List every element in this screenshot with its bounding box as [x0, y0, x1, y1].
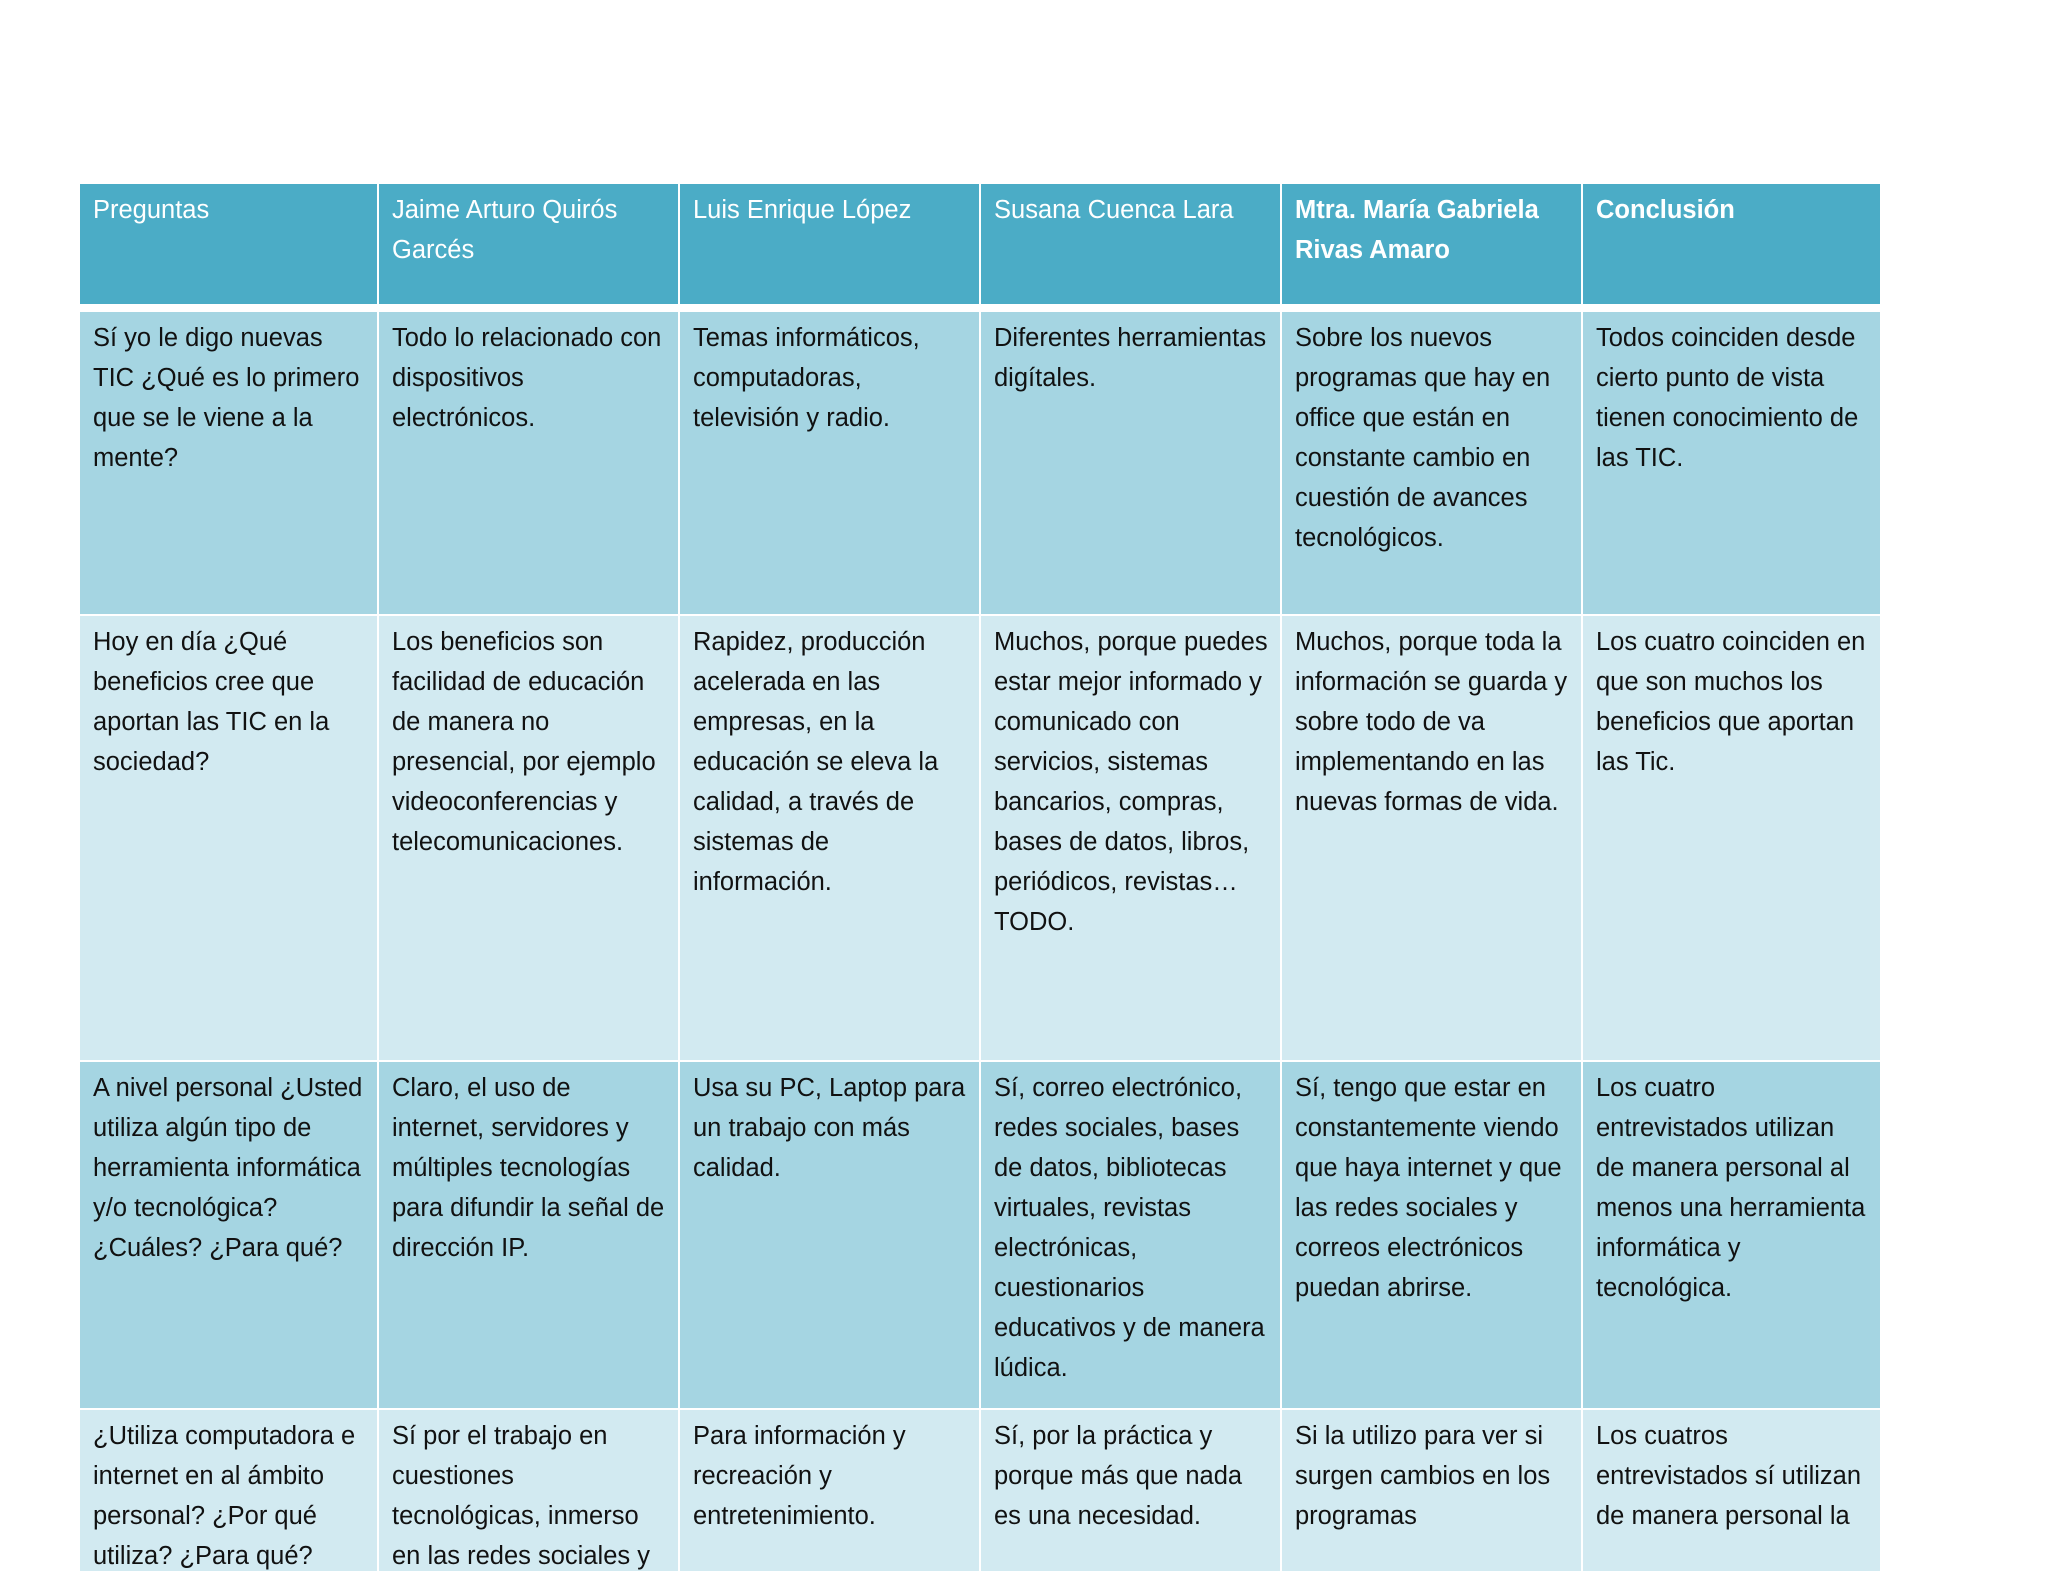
table-cell: ¿Utiliza computadora e internet en al ámbito personal? ¿Por qué utiliza? ¿Para qué? [80, 1410, 377, 1571]
table-cell: Para información y recreación y entretenimiento. [680, 1410, 979, 1571]
table-cell: Sí, por la práctica y porque más que nada es una necesidad. [981, 1410, 1280, 1571]
table-cell: Sí, correo electrónico, redes sociales, bases de datos, bibliotecas virtuales, revistas electrónicas, cuestionarios educativos y de manera lúdica. [981, 1062, 1280, 1408]
header-susana: Susana Cuenca Lara [981, 184, 1280, 304]
table-cell: Claro, el uso de internet, servidores y múltiples tecnologías para difundir la señal de dirección IP. [379, 1062, 678, 1408]
table-cell: Sí por el trabajo en cuestiones tecnológicas, inmerso en las redes sociales y [379, 1410, 678, 1571]
table-cell: Todo lo relacionado con dispositivos electrónicos. [379, 306, 678, 614]
table-cell: Sí yo le digo nuevas TIC ¿Qué es lo primero que se le viene a la mente? [80, 306, 377, 614]
table-cell: A nivel personal ¿Usted utiliza algún tipo de herramienta informática y/o tecnológica? ¿Cuáles? ¿Para qué? [80, 1062, 377, 1408]
table-cell: Todos coinciden desde cierto punto de vista tienen conocimiento de las TIC. [1583, 306, 1880, 614]
table-cell: Usa su PC, Laptop para un trabajo con más calidad. [680, 1062, 979, 1408]
table-cell: Diferentes herramientas digítales. [981, 306, 1280, 614]
table-cell: Los cuatro coinciden en que son muchos los beneficios que aportan las Tic. [1583, 616, 1880, 1060]
table-cell: Los cuatros entrevistados sí utilizan de manera personal la [1583, 1410, 1880, 1571]
header-maria: Mtra. María Gabriela Rivas Amaro [1282, 184, 1581, 304]
header-conclusion: Conclusión [1583, 184, 1880, 304]
header-luis: Luis Enrique López [680, 184, 979, 304]
table-cell: Muchos, porque toda la información se guarda y sobre todo de va implementando en las nuevas formas de vida. [1282, 616, 1581, 1060]
table-cell: Sobre los nuevos programas que hay en office que están en constante cambio en cuestión de avances tecnológicos. [1282, 306, 1581, 614]
table-cell: Los cuatro entrevistados utilizan de manera personal al menos una herramienta informática y tecnológica. [1583, 1062, 1880, 1408]
header-preguntas: Preguntas [80, 184, 377, 304]
header-jaime: Jaime Arturo Quirós Garcés [379, 184, 678, 304]
table-cell: Hoy en día ¿Qué beneficios cree que aportan las TIC en la sociedad? [80, 616, 377, 1060]
table-cell: Los beneficios son facilidad de educación de manera no presencial, por ejemplo videoconferencias y telecomunicaciones. [379, 616, 678, 1060]
table-cell: Si la utilizo para ver si surgen cambios en los programas [1282, 1410, 1581, 1571]
table-cell: Sí, tengo que estar en constantemente viendo que haya internet y que las redes sociales y correos electrónicos puedan abrirse. [1282, 1062, 1581, 1408]
table-cell: Temas informáticos, computadoras, televisión y radio. [680, 306, 979, 614]
table-cell: Muchos, porque puedes estar mejor informado y comunicado con servicios, sistemas bancarios, compras, bases de datos, libros, periódicos, revistas… TODO. [981, 616, 1280, 1060]
table-cell: Rapidez, producción acelerada en las empresas, en la educación se eleva la calidad, a través de sistemas de información. [680, 616, 979, 1060]
interview-table [80, 184, 1870, 1571]
